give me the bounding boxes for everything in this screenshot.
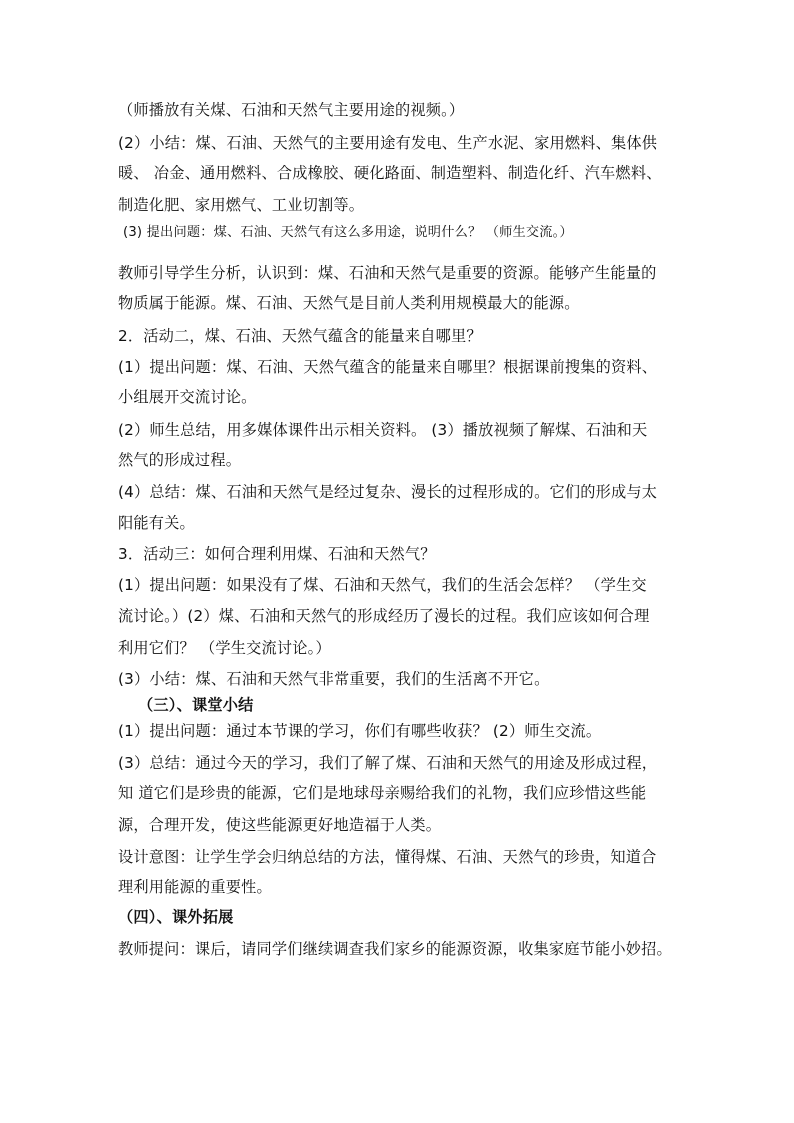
text-line: 理利用能源的重要性。 (118, 878, 272, 896)
text-line: (3) 提出问题：煤、石油、天然气有这么多用途，说明什么？ （师生交流。） (123, 225, 573, 240)
text-line: (1）提出问题：通过本节课的学习，你们有哪些收获？ (2）师生交流。 (118, 722, 602, 740)
text-line: 流讨论。）(2）煤、石油和天然气的形成经历了漫长的过程。我们应该如何合理 (118, 607, 650, 625)
text-line: 设计意图：让学生学会归纳总结的方法，懂得煤、石油、天然气的珍贵，知道合 (118, 848, 657, 866)
text-line: 源，合理开发，使这些能源更好地造福于人类。 (118, 816, 442, 834)
text-line: 教师引导学生分析，认识到：煤、石油和天然气是重要的资源。能够产生能量的 (118, 264, 657, 282)
text-line: (1）提出问题：如果没有了煤、石油和天然气，我们的生活会怎样？ （学生交 (118, 576, 647, 594)
text-line: (1）提出问题：煤、石油、天然气蕴含的能量来自哪里？根据课前搜集的资料、 (118, 358, 658, 376)
text-line: 教师提问：课后，请同学们继续调查我们家乡的能源资源，收集家庭节能小妙招。 (118, 940, 672, 958)
text-line: 小组展开交流讨论。 (118, 388, 257, 406)
text-line: 暖、 冶金、通用燃料、合成橡胶、硬化路面、制造塑料、制造化纤、汽车燃料、 (118, 164, 662, 182)
text-line: 利用它们？ （学生交流讨论。） (118, 639, 331, 657)
text-line: (3）小结：煤、石油和天然气非常重要，我们的生活离不开它。 (118, 670, 550, 688)
text-line: 3．活动三：如何合理利用煤、石油和天然气？ (118, 545, 436, 563)
text-line: (3）总结：通过今天的学习，我们了解了煤、石油和天然气的用途及形成过程， (118, 754, 658, 772)
text-line: 物质属于能源。煤、石油、天然气是目前人类利用规模最大的能源。 (118, 294, 580, 312)
text-line: 制造化肥、家用燃气、工业切割等。 (118, 196, 365, 214)
text-line: 2．活动二，煤、石油、天然气蕴含的能量来自哪里？ (118, 327, 482, 345)
section-heading: （三）、课堂小结 (138, 696, 254, 714)
text-line: 阳能有关。 (118, 514, 195, 532)
text-line: （师播放有关煤、石油和天然气主要用途的视频。） (118, 101, 465, 119)
text-line: (2）师生总结，用多媒体课件出示相关资料。 (3）播放视频了解煤、石油和天 (118, 421, 648, 439)
text-line: 知 道它们是珍贵的能源，它们是地球母亲赐给我们的礼物，我们应珍惜这些能 (118, 784, 647, 802)
text-line: (4）总结：煤、石油和天然气是经过复杂、漫长的过程形成的。它们的形成与太 (118, 483, 658, 501)
text-line: 然气的形成过程。 (118, 451, 242, 469)
text-line: (2）小结：煤、石油、天然气的主要用途有发电、生产水泥、家用燃料、集体供 (118, 134, 658, 152)
section-heading: （四）、课外拓展 (118, 908, 234, 926)
